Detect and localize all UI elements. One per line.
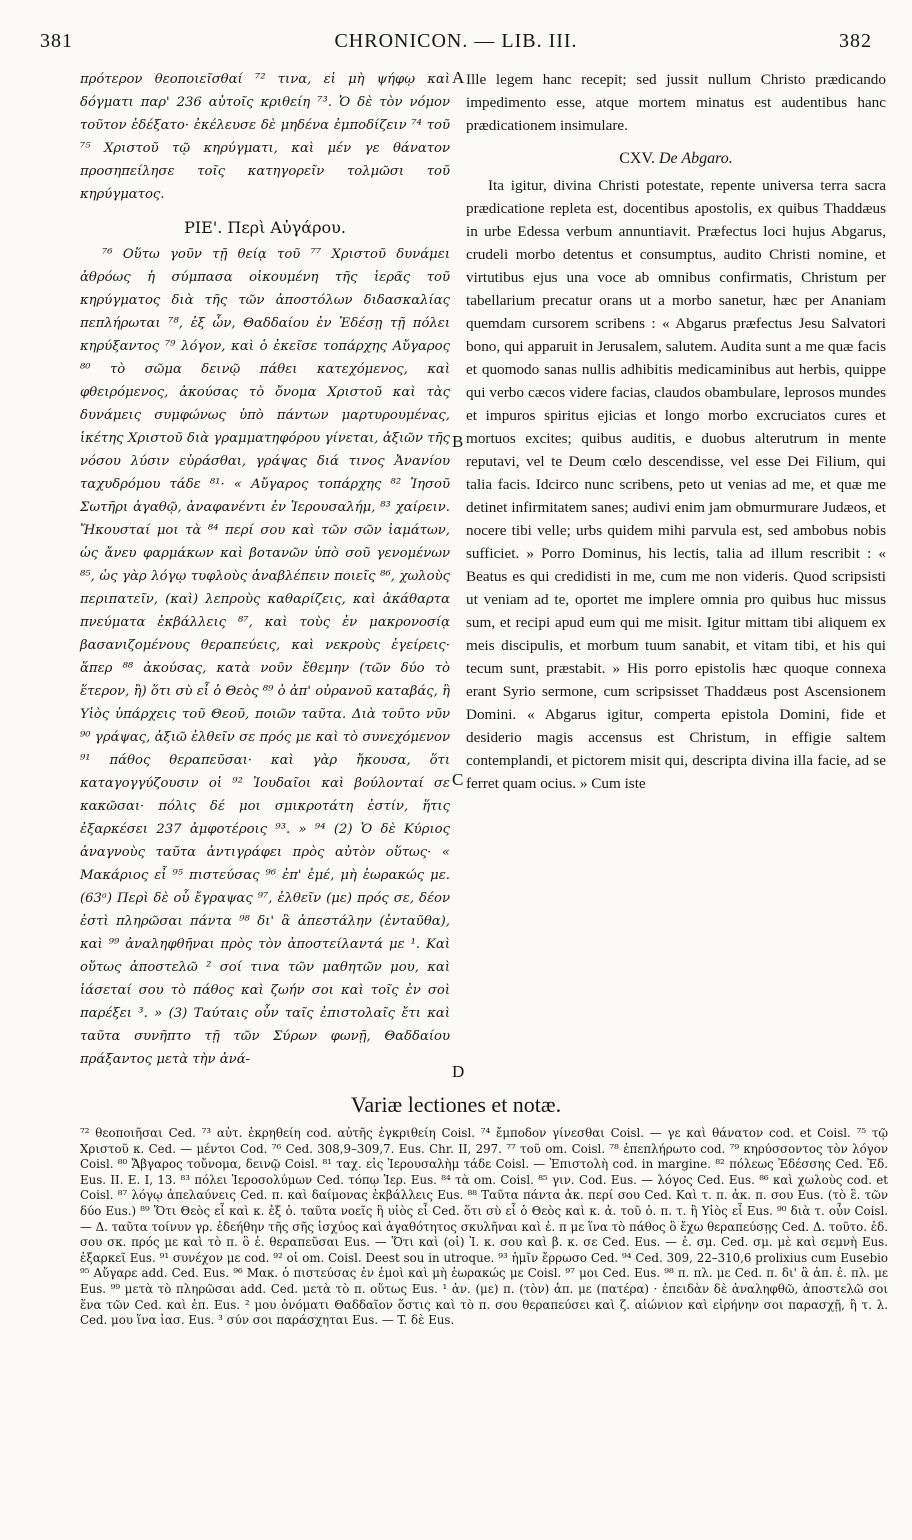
latin-column [466, 68, 886, 795]
running-title: CHRONICON. — LIB. III. [334, 30, 578, 52]
page-header [40, 30, 872, 60]
latin-section-heading [466, 147, 886, 170]
greek-intro: πρότερον θεοποιεῖσθαί ⁷² τινα, εἰ μὴ ψήφῳ καὶ δόγματι παρ' 236 αὐτοῖς κριθείη ⁷³. Ὁ δὲ τὸν νόμον τοῦτον ἐδέξατο· ἐκέλευσε δὲ μηδένα ἐμποδίζειν ⁷⁴ τοῦ ⁷⁵ Χριστοῦ τῷ κηρύγματι, καὶ μέν γε θάνατον προσηπείλησε τοῖς κατηγορεῖν τολμῶσι τοῦ κηρύγματος. [80, 72, 450, 202]
latin-heading-number: CXV. [619, 150, 655, 167]
margin-marker-a: A [452, 68, 465, 87]
greek-column [80, 68, 450, 1071]
latin-heading-title: De Abgaro. [658, 150, 733, 167]
greek-section-heading: ΡΙΕ'. Περὶ Αὐγάρου. [184, 218, 346, 237]
margin-marker-d: D [452, 1062, 465, 1081]
margin-marker-b: B [452, 432, 464, 451]
latin-body: Ita igitur, divina Christi potestate, repente universa terra sacra prædicatione repleta est, docentibus apostolis, ex quibus Thaddæus in urbe Edessa verbum annuntiavit. Præfectus loci hujus Abgarus, crudeli morbo detentus et consumptus, audito Christi nomine, et virtutibus ejus una voce ab omnibus confirmatis, Christum per tabellarium precatur orans ut a morbo sanetur, hæc per Ananiam quemdam cursorem scribens : « Abgarus præfectus Jesu Salvatori bono, qui apparuit in Jerusalem, salutem. Audita sunt a me quæ facis et quomodo sanas nullis adhibitis medicaminibus aut herbis, quippe qui verbo cæcos videre facias, claudos obambulare, leprosos mundes et impuros spiritus ejicias et longo morbo excruciatos cures et mortuos excites; quibus auditis, e duobus alterutrum in mente reputavi, vel te Deum cœlo descendisse, vel esse Dei Filium, qui talia facis. Idcirco nunc scribens, peto ut venias ad me, et quæ me detinet infirmitatem sanes; audivi enim jam obmurmurare Judæos, et nocere tibi velle; urbs quidem mihi parvula est, sed ambobus nobis sufficiet. » Porro Dominus, his lectis, talia ad illum rescribit : « Beatus es qui credidisti in me, cum me non videris. Quod scripsisti ut veniam ad te, oportet me implere omnia pro quibus huc missus sum, et recipi apud eum qui me misit. Igitur mittam tibi aliquem ex meis discipulis, et morbum tuum sanabit, et vitam tibi, et his qui tecum sunt, præstabit. » His porro epistolis hæc quoque connexa erant Syrio sermone, cum scripsisset Thaddæus post Ascensionem Domini. « Abgarus igitur, comperta epistola Domini, fide et desiderio magis accensus est Christum, in effigie saltem contemplandi, et pictorem misit qui, descripta divina illa facie, ad se ferret quam ocius. » Cum iste [466, 177, 886, 792]
left-page-number: 381 [40, 30, 73, 52]
margin-marker-c: C [452, 770, 464, 789]
notes-title: Variæ lectiones et notæ. [350, 1092, 562, 1117]
notes-text: ⁷² θεοποιῆσαι Ced. ⁷³ αὐτ. ἐκρηθείη cod. αὐτῆς ἐγκριθείη Coisl. ⁷⁴ ἔμποδον γίνεσθαι Coisl. — γε καὶ θάνατον cod. et Coisl. ⁷⁵ τῷ Χριστοῦ κ. Ced. — μέντοι Cod. ⁷⁶ Ced. 308,9–309,7. Eus. Chr. II, 297. ⁷⁷ τοῦ om. Coisl. ⁷⁸ ἐπεπλήρωτο cod. ⁷⁹ κηρύσσοντος τὸν λόγον Coisl. ⁸⁰ Ἄβγαρος τοὔνομα, δεινῷ Coisl. ⁸¹ ταχ. εἰς Ἱερουσαλὴμ τάδε Coisl. — Ἐπιστολὴ cod. in margine. ⁸² πόλεως Ἐδέσσης Ced. Ἐδ. Eus. II. E. I, 13. ⁸³ πόλει Ἱεροσολύμων Ced. τόπῳ Ἱερ. Eus. ⁸⁴ τὰ om. Coisl. ⁸⁵ γιν. Cod. Eus. — λόγος Ced. Eus. ⁸⁶ καὶ χωλοὺς cod. et Coisl. ⁸⁷ λόγῳ ἀπελαύνεις Ced. π. καὶ δαίμονας ἐκβάλλεις Eus. ⁸⁸ Ταῦτα πάντα ἀκ. περί σου Ced. Καὶ τ. π. ἀκ. π. σου Eus. (τὸ ἓ. τῶν δύο Eus.) ⁸⁹ Ὅτι Θεὸς εἶ καὶ κ. ἐξ ὁ. ταῦτα νοεῖς ἢ υἱὸς εἶ Ced. ὅτι σὺ εἶ ὁ Θεὸς καὶ κ. ἀ. τοῦ ὁ. π. τ. ἢ Υἱὸς εἶ Eus. ⁹⁰ διὰ τ. οὖν Coisl. — Δ. ταῦτα τοίνυν γρ. ἐδεήθην τῆς σῆς ἰσχύος καὶ ἀγαθότητος σκυλῆναι καὶ ἐ. π με ἵνα τὸ πάθος ὃ ἔχω θεραπεύσῃς Ced. Δ. τοῦτο. ἐδ. σου σκ. πρός με καὶ τὸ π. ὃ ἐ. θεραπεῦσαι Eus. — Ὅτι καὶ (οἱ) Ἰ. κ. σου καὶ β. κ. σε Ced. Eus. — ἐ. σμ. Ced. σμ. μὲ καὶ σεμνὴ Eus. ἐξαρκεῖ Eus. ⁹¹ συνέχον με cod. ⁹² οἱ om. Coisl. Deest sou in utroque. ⁹³ ἡμῖν ἔρρωσο Ced. ⁹⁴ Ced. 309, 22–310,6 prolixius cum Eusebio ⁹⁵ Αὔγαρε add. Ced. Eus. ⁹⁶ Μακ. ὁ πιστεύσας ἐν ἐμοὶ καὶ μὴ ἑωρακώς με Coisl. ⁹⁷ μοι Ced. Eus. ⁹⁸ π. πλ. με Ced. π. δι' ἃ ἀπ. ἐ. πλ. με Eus. ⁹⁹ μετὰ τὸ πληρῶσαι add. Ced. μετὰ τὸ π. οὕτως Eus. ¹ ἀν. (με) π. (τὸν) ἀπ. με (πατέρα) · ἐπειδὰν δὲ ἀναληφθῶ, ἀποστελῶ σοι ἕνα τῶν Ced. καὶ ἐπ. Eus. ² μου ὀνόματι Θαδδαῖον ὅστις καὶ τὸ π. σου θεραπεύσει καὶ ζ. αἰώνιον καὶ εἰρήνην σοι παρασχῇ, ἢ τ. λ. Ced. μου ἵνα ἰασ. Eus. ³ σύν σοι παράσχηται Eus. — T. δὲ Eus. [80, 1126, 888, 1328]
right-page-number: 382 [839, 30, 872, 52]
greek-body: ⁷⁶ Οὕτω γοῦν τῇ θείᾳ τοῦ ⁷⁷ Χριστοῦ δυνάμει ἀθρόως ἡ σύμπασα οἰκουμένη τῆς ἱερᾶς τοῦ κηρύγματος διὰ τῆς τῶν ἀποστόλων διδασκαλίας πεπλήρωται ⁷⁸, ἐξ ὧν, Θαδδαίου ἐν Ἐδέσῃ τῇ πόλει κηρύξαντος ⁷⁹ λόγον, καὶ ὁ ἐκεῖσε τοπάρχης Αὔγαρος ⁸⁰ τὸ σῶμα δεινῷ πάθει κατεχόμενος, καὶ φθειρόμενος, ἀκούσας τὸ ὄνομα Χριστοῦ καὶ τὰς δυνάμεις συμφώνως ὑπὸ πάντων μαρτυρουμένας, ἱκέτης Χριστοῦ διὰ γραμματηφόρου γίνεται, ἀξιῶν τῆς νόσου λύσιν εὑράσθαι, γράψας διά τινος Ἀνανίου ταχυδρόμου τάδε ⁸¹· « Αὔγαρος τοπάρχης ⁸² Ἰησοῦ Σωτῆρι ἀγαθῷ, ἀναφανέντι ἐν Ἱερουσαλήμ, ⁸³ χαίρειν. Ἤκουσταί μοι τὰ ⁸⁴ περί σου καὶ τῶν σῶν ἰαμάτων, ὡς ἄνευ φαρμάκων καὶ βοτανῶν ὑπὸ σοῦ γενομένων ⁸⁵, ὡς γὰρ λόγῳ τυφλοὺς ἀναβλέπειν ποιεῖς ⁸⁶, χωλοὺς περιπατεῖν, (καὶ) λεπροὺς καθαρίζεις, καὶ ἀκάθαρτα πνεύματα ἐκβάλλεις ⁸⁷, καὶ τοὺς ἐν μακρονοσίᾳ βασανιζομένους θεραπεύεις, καὶ νεκροὺς ἐγείρεις· ἅπερ ⁸⁸ ἀκούσας, κατὰ νοῦν ἔθεμην (τῶν δύο τὸ ἕτερον, ἢ) ὅτι σὺ εἶ ὁ Θεὸς ⁸⁹ ὁ ἀπ' οὐρανοῦ καταβάς, ἢ Υἱὸς ὑπάρχεις τοῦ Θεοῦ, ποιῶν ταῦτα. Διὰ τοῦτο νῦν ⁹⁰ γράψας, ἀξιῶ ἐλθεῖν σε πρός με καὶ τὸ συνεχόμενον ⁹¹ πάθος θεραπεῦσαι· καὶ γὰρ ἤκουσα, ὅτι καταγογγύζουσιν οἱ ⁹² Ἰουδαῖοι καὶ βούλονταί σε κακῶσαι· πόλις δέ μοι σμικροτάτη ἐστίν, ἥτις ἐξαρκέσει 237 ἀμφοτέροις ⁹³. » ⁹⁴ (2) Ὁ δὲ Κύριος ἀναγνοὺς ταῦτα ἀντιγράφει πρὸς αὐτὸν οὕτως· « Μακάριος εἶ ⁹⁵ πιστεύσας ⁹⁶ ἐπ' ἐμέ, μὴ ἑωρακώς με. (63ᵃ) Περὶ δὲ οὗ ἔγραψας ⁹⁷, ἐλθεῖν (με) πρός σε, δέον ἐστὶ πληρῶσαι πάντα ⁹⁸ δι' ἃ ἀπεστάλην (ἐνταῦθα), καὶ ⁹⁹ ἀναληφθῆναι πρὸς τὸν ἀποστείλαντά με ¹. Καὶ οὕτως ἀποστελῶ ² σοί τινα τῶν μαθητῶν μου, καὶ ἰάσεταί σου τὸ πάθος καὶ ζωήν σοι καὶ τοῖς ἐν σοὶ παρέξει ³. » (3) Ταύταις οὖν ταῖς ἐπιστολαῖς ἔτι καὶ ταῦτα συνῆπτο τῇ τῶν Σύρων φωνῇ, Θαδδαίου πράξαντος μετὰ τὴν ἀνά- [80, 247, 450, 1067]
notes-block [80, 1126, 888, 1329]
latin-intro: Ille legem hanc recepit; sed jussit nullum Christo prædicando impedimento esse, atque mortem minatus est audentibus hanc prædicationem insimulare. [466, 71, 886, 134]
